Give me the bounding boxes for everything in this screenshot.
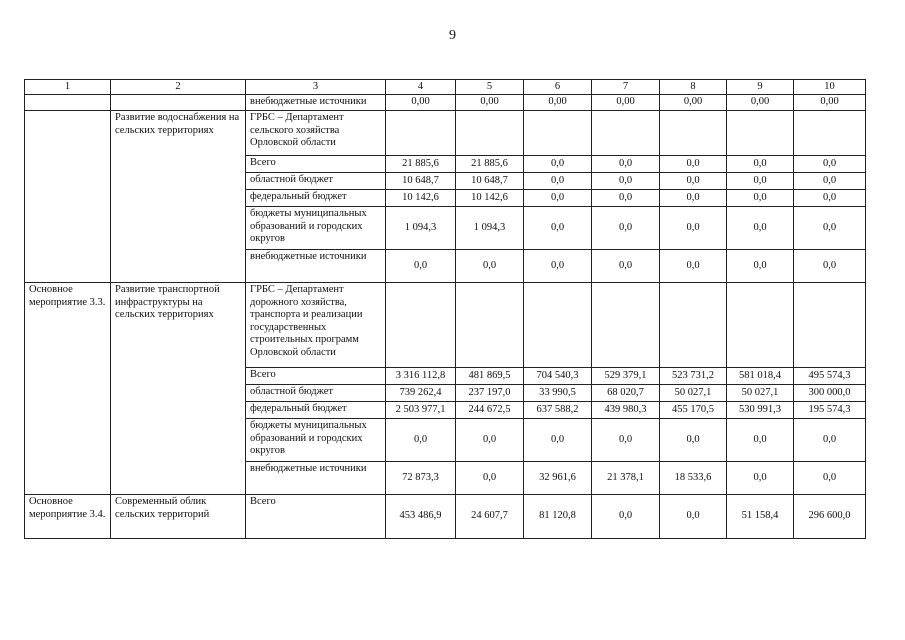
value-cell: 481 869,5 (456, 368, 524, 385)
value-cell: 0,0 (794, 250, 866, 283)
value-cell (592, 283, 660, 368)
value-cell (456, 111, 524, 156)
value-cell: 739 262,4 (386, 385, 456, 402)
value-cell: 0,00 (794, 95, 866, 111)
header-cell: 9 (727, 80, 794, 95)
value-cell: 0,0 (592, 207, 660, 250)
value-cell: 0,0 (660, 173, 727, 190)
value-cell: 0,0 (524, 190, 592, 207)
value-cell: 0,0 (456, 462, 524, 495)
value-cell: 0,0 (456, 419, 524, 462)
header-cell: 7 (592, 80, 660, 95)
value-cell: 21 885,6 (386, 156, 456, 173)
source-cell: ГРБС – Департамент сельского хозяйства Орловской области (246, 111, 386, 156)
value-cell: 0,0 (592, 156, 660, 173)
value-cell: 72 873,3 (386, 462, 456, 495)
table-row (25, 495, 866, 539)
value-cell: 439 980,3 (592, 402, 660, 419)
value-cell: 0,0 (386, 419, 456, 462)
value-cell: 0,0 (794, 419, 866, 462)
table-row (25, 283, 866, 368)
value-cell: 523 731,2 (660, 368, 727, 385)
funding-table (24, 79, 866, 539)
value-cell: 244 672,5 (456, 402, 524, 419)
measure-cell: Основное мероприятие 3.3. (25, 283, 111, 495)
value-cell (592, 111, 660, 156)
value-cell: 24 607,7 (456, 495, 524, 539)
header-cell: 2 (111, 80, 246, 95)
value-cell: 0,0 (524, 207, 592, 250)
value-cell: 0,0 (727, 250, 794, 283)
value-cell: 10 142,6 (456, 190, 524, 207)
value-cell (727, 111, 794, 156)
table-row (25, 111, 866, 156)
value-cell: 195 574,3 (794, 402, 866, 419)
value-cell: 2 503 977,1 (386, 402, 456, 419)
source-cell: федеральный бюджет (246, 402, 386, 419)
value-cell: 300 000,0 (794, 385, 866, 402)
source-cell: Всего (246, 495, 386, 539)
value-cell: 51 158,4 (727, 495, 794, 539)
name-cell (111, 95, 246, 111)
value-cell (727, 283, 794, 368)
value-cell: 495 574,3 (794, 368, 866, 385)
source-cell: федеральный бюджет (246, 190, 386, 207)
value-cell: 1 094,3 (386, 207, 456, 250)
value-cell: 81 120,8 (524, 495, 592, 539)
value-cell: 50 027,1 (660, 385, 727, 402)
value-cell: 0,00 (727, 95, 794, 111)
name-cell: Развитие водоснабжения на сельских территориях (111, 111, 246, 283)
value-cell (524, 283, 592, 368)
value-cell: 0,0 (660, 250, 727, 283)
header-cell: 8 (660, 80, 727, 95)
source-cell: областной бюджет (246, 173, 386, 190)
header-cell: 3 (246, 80, 386, 95)
value-cell: 0,0 (592, 173, 660, 190)
value-cell (794, 283, 866, 368)
value-cell: 32 961,6 (524, 462, 592, 495)
source-cell: бюджеты муниципальных образований и городских округов (246, 207, 386, 250)
source-cell: ГРБС – Департамент дорожного хозяйства, транспорта и реализации государственных строительных программ Орловской области (246, 283, 386, 368)
measure-cell: Основное мероприятие 3.4. (25, 495, 111, 539)
value-cell: 0,0 (592, 250, 660, 283)
value-cell: 21 378,1 (592, 462, 660, 495)
value-cell: 0,0 (794, 156, 866, 173)
header-cell: 1 (25, 80, 111, 95)
value-cell: 0,0 (592, 190, 660, 207)
value-cell (524, 111, 592, 156)
source-cell: внебюджетные источники (246, 250, 386, 283)
value-cell: 455 170,5 (660, 402, 727, 419)
value-cell: 637 588,2 (524, 402, 592, 419)
value-cell: 530 991,3 (727, 402, 794, 419)
value-cell: 0,0 (660, 495, 727, 539)
value-cell: 0,00 (456, 95, 524, 111)
value-cell: 0,0 (660, 207, 727, 250)
value-cell: 0,0 (660, 156, 727, 173)
value-cell: 0,00 (660, 95, 727, 111)
measure-cell (25, 111, 111, 283)
value-cell: 237 197,0 (456, 385, 524, 402)
header-cell: 6 (524, 80, 592, 95)
header-row (25, 80, 866, 95)
value-cell (660, 111, 727, 156)
value-cell: 296 600,0 (794, 495, 866, 539)
value-cell: 453 486,9 (386, 495, 456, 539)
value-cell: 0,0 (727, 156, 794, 173)
source-cell: Всего (246, 156, 386, 173)
name-cell: Развитие транспортной инфраструктуры на сельских территориях (111, 283, 246, 495)
name-cell: Современный облик сельских территорий (111, 495, 246, 539)
page-number: 9 (449, 28, 456, 43)
table-row (25, 95, 866, 111)
value-cell: 0,0 (794, 207, 866, 250)
value-cell: 18 533,6 (660, 462, 727, 495)
value-cell: 0,0 (524, 250, 592, 283)
value-cell: 21 885,6 (456, 156, 524, 173)
value-cell: 0,0 (524, 419, 592, 462)
value-cell (386, 283, 456, 368)
value-cell: 0,0 (727, 190, 794, 207)
value-cell: 3 316 112,8 (386, 368, 456, 385)
value-cell: 1 094,3 (456, 207, 524, 250)
value-cell: 68 020,7 (592, 385, 660, 402)
value-cell: 0,0 (794, 462, 866, 495)
source-cell: Всего (246, 368, 386, 385)
value-cell: 0,0 (592, 419, 660, 462)
value-cell: 0,0 (727, 462, 794, 495)
value-cell: 529 379,1 (592, 368, 660, 385)
value-cell: 0,0 (456, 250, 524, 283)
value-cell: 0,0 (592, 495, 660, 539)
value-cell: 704 540,3 (524, 368, 592, 385)
value-cell (386, 111, 456, 156)
header-cell: 4 (386, 80, 456, 95)
value-cell: 0,00 (592, 95, 660, 111)
value-cell: 0,00 (386, 95, 456, 111)
source-cell: областной бюджет (246, 385, 386, 402)
source-cell: внебюджетные источники (246, 462, 386, 495)
value-cell: 581 018,4 (727, 368, 794, 385)
value-cell: 0,0 (727, 419, 794, 462)
value-cell: 10 142,6 (386, 190, 456, 207)
value-cell (660, 283, 727, 368)
value-cell: 10 648,7 (456, 173, 524, 190)
value-cell (456, 283, 524, 368)
value-cell: 0,0 (660, 190, 727, 207)
value-cell: 0,0 (727, 207, 794, 250)
source-cell: внебюджетные источники (246, 95, 386, 111)
value-cell: 0,0 (794, 190, 866, 207)
value-cell: 0,0 (386, 250, 456, 283)
measure-cell (25, 95, 111, 111)
header-cell: 10 (794, 80, 866, 95)
value-cell: 0,00 (524, 95, 592, 111)
value-cell: 0,0 (727, 173, 794, 190)
header-cell: 5 (456, 80, 524, 95)
value-cell: 0,0 (524, 156, 592, 173)
value-cell: 0,0 (660, 419, 727, 462)
value-cell: 50 027,1 (727, 385, 794, 402)
value-cell: 10 648,7 (386, 173, 456, 190)
value-cell: 33 990,5 (524, 385, 592, 402)
value-cell: 0,0 (524, 173, 592, 190)
value-cell: 0,0 (794, 173, 866, 190)
value-cell (794, 111, 866, 156)
source-cell: бюджеты муниципальных образований и городских округов (246, 419, 386, 462)
